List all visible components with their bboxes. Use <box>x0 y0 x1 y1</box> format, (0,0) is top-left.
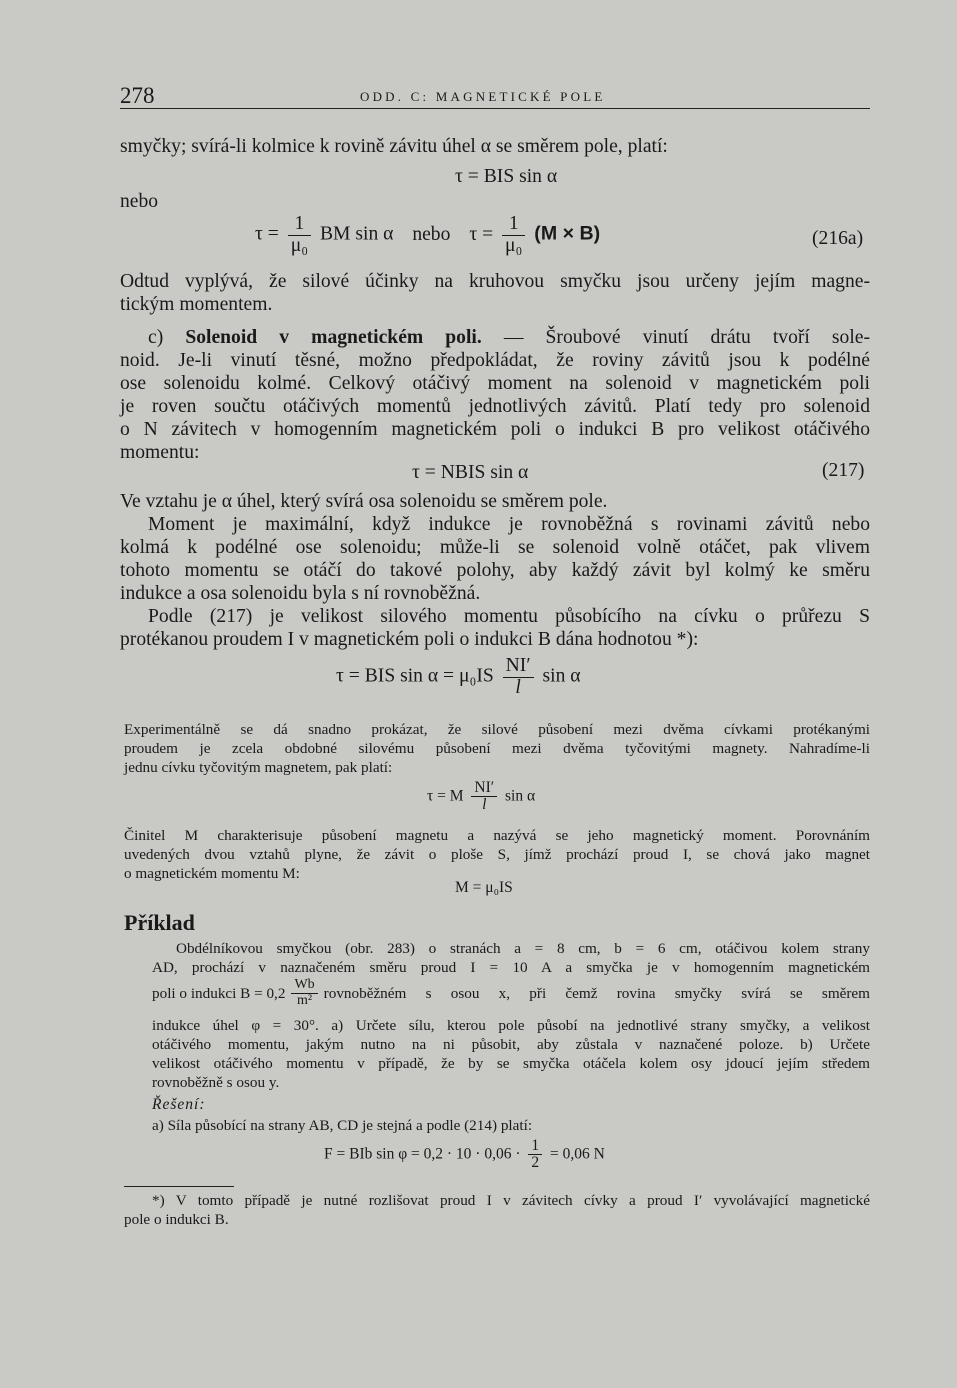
text-line <box>148 605 870 629</box>
text-line <box>120 536 870 560</box>
equation-label: (217) <box>822 460 865 481</box>
small-text-line <box>124 739 870 758</box>
eq-part: τ = M <box>427 787 464 805</box>
text-line <box>148 513 870 537</box>
small-text-line <box>152 978 870 1008</box>
text-line <box>120 559 870 583</box>
line-text: proudem je zcela obdobné silovému působení mezi dvěma tyčovitými magnety. Nahradíme-li <box>124 740 870 757</box>
fraction <box>288 214 311 256</box>
frac-den: l <box>515 676 521 698</box>
running-head: ODD. C: MAGNETICKÉ POLE <box>360 89 606 104</box>
eq-part: BM sin α <box>319 223 394 245</box>
line-text: Experimentálně se dá snadno prokázat, že silové působení mezi dvěma cívkami protékanými <box>124 721 870 738</box>
small-text-line <box>176 939 870 958</box>
line-text: tohoto momentu se otáčí do takové polohy, aby každý závit byl kolmý ke směru <box>120 560 870 581</box>
frac-den: μ₀ <box>290 234 309 256</box>
text-line: tickým momentem. <box>120 294 273 315</box>
small-text-line <box>124 826 870 845</box>
frac-num: NI′ <box>471 780 497 797</box>
line-text: otáčivého momentu, jakým nutno na ni působit, aby zůstala v naznačené poloze. b) Určete <box>152 1036 870 1053</box>
eq-part: τ = <box>469 223 494 245</box>
line-text: — Šroubové vinutí drátu tvoří sole- <box>503 327 870 348</box>
eq-part: F = BIb sin φ = 0,2 · 10 · 0,06 · <box>324 1145 521 1163</box>
text-line: indukce a osa solenoidu byla s ní rovnoběžná. <box>120 583 481 604</box>
text-line: momentu: <box>120 442 200 463</box>
text-line <box>120 418 870 442</box>
line-text: Obdélníkovou smyčkou (obr. 283) o stranách a = 8 cm, b = 6 cm, otáčivou kolem strany <box>176 940 870 957</box>
line-text: velikost otáčivého momentu v případě, že by se smyčka otáčela kolem osy jdoucí jejím středem <box>152 1055 870 1072</box>
small-text-line <box>152 1035 870 1054</box>
small-text-line <box>152 1016 870 1035</box>
text-line: nebo <box>120 191 159 212</box>
line-text: AD, prochází v naznačeném směru proud I = 10 A a smyčka je v homogenním magnetickém <box>152 959 870 976</box>
fraction <box>471 780 497 814</box>
line-text: Podle (217) je velikost silového momentu působícího na cívku o průřezu S <box>148 606 870 627</box>
line-text: Moment je maximální, když indukce je rovnoběžná s rovinami závitů nebo <box>148 514 870 535</box>
footnote-line: pole o indukci B. <box>124 1211 229 1228</box>
small-text-line <box>152 958 870 977</box>
solution-label: Řešení: <box>152 1096 206 1113</box>
text-line <box>120 395 870 419</box>
text-line: smyčky; svírá-li kolmice k rovině závitu úhel α se směrem pole, platí: <box>120 136 668 157</box>
small-text-line: a) Síla působící na strany AB, CD je stejná a podle (214) platí: <box>152 1117 533 1134</box>
frac-den: m² <box>297 992 313 1008</box>
eq-part: = 0,06 N <box>550 1145 605 1163</box>
frac-num: 1 <box>288 214 311 236</box>
example-heading: Příklad <box>124 910 195 935</box>
line-text: ose solenoidu kolmé. Celkový otáčivý moment na solenoid v magnetickém poli <box>120 373 870 394</box>
frac-den: μ₀ <box>505 234 523 256</box>
eq-part: τ = <box>255 223 279 245</box>
line-text: poli o indukci B = 0,2 <box>152 984 286 1002</box>
unit-fraction <box>291 978 317 1008</box>
line-text: Odtud vyplývá, že silové účinky na kruhovou smyčku jsou určeny jejím magne- <box>120 271 870 292</box>
line-text: kolmá k podélné ose solenoidu; může-li se solenoid volně otáčet, pak vlivem <box>120 537 870 558</box>
frac-den: 2 <box>531 1154 540 1172</box>
line-text: indukce úhel φ = 30°. a) Určete sílu, kterou pole působí na jednotlivé strany smyčky, a velikost <box>152 1017 870 1034</box>
equation-label: (216a) <box>812 228 864 249</box>
line-text: Činitel M charakterisuje působení magnetu a nazývá se jeho magnetický moment. Porovnáním <box>124 827 870 844</box>
text-line <box>120 270 870 294</box>
equation-torque-loop: τ = BIS sin α <box>455 166 558 187</box>
section-title: Solenoid v magnetickém poli. <box>185 327 482 348</box>
line-text: rovnoběžném s osou x, při čemž rovina smyčky svírá se směrem <box>323 984 870 1002</box>
frac-den: l <box>482 796 487 814</box>
text-line: protékanou proudem I v magnetickém poli o indukci B dána hodnotou *): <box>120 629 699 650</box>
line-text: *) V tomto případě je nutné rozlišovat proud I v závitech cívky a proud I′ vyvolávající magnetické <box>152 1192 870 1209</box>
equation-217: τ = NBIS sin α <box>412 462 529 483</box>
frac-num: Wb <box>291 978 317 994</box>
eq-part: (M × B) <box>534 222 601 245</box>
eq-part: sin α <box>542 665 581 687</box>
small-text-line <box>152 1054 870 1073</box>
small-text-line: jednu cívku tyčovitým magnetem, pak platí: <box>124 759 393 776</box>
fraction <box>503 656 534 698</box>
equation-torque-coil <box>336 656 581 698</box>
text-line: Ve vztahu je α úhel, který svírá osa solenoidu se směrem pole. <box>120 491 608 512</box>
footnote-line <box>152 1191 870 1210</box>
line-text: o N závitech v homogenním magnetickém poli o indukci B pro velikost otáčivého <box>120 419 870 440</box>
small-text-line: rovnoběžně s osou y. <box>152 1074 280 1091</box>
line-text: noid. Je-li vinutí těsné, možno předpokládat, že roviny závitů jsou k podélné <box>120 350 870 371</box>
frac-num: 1 <box>528 1138 542 1155</box>
section-heading-line <box>148 326 870 350</box>
equation-force <box>324 1138 605 1172</box>
fraction <box>528 1138 542 1172</box>
line-text: je roven součtu otáčivých momentů jednotlivých závitů. Platí tedy pro solenoid <box>120 396 870 417</box>
fraction <box>502 214 525 256</box>
text-line <box>120 372 870 396</box>
small-text-line: o magnetickém momentu M: <box>124 865 300 882</box>
eq-part: sin α <box>505 787 536 805</box>
section-lead: c) <box>148 327 164 348</box>
line-text: uvedených dvou vztahů plyne, že závit o ploše S, jímž prochází proud I, se chová jako magnet <box>124 846 870 863</box>
equation-magnetic-moment: M = μ₀IS <box>455 879 513 896</box>
header-rule <box>120 108 870 109</box>
page-number: 278 <box>120 83 155 108</box>
frac-num: 1 <box>502 214 525 236</box>
eq-part: τ = BIS sin α = μ₀IS <box>336 665 494 687</box>
eq-part: nebo <box>412 223 451 245</box>
equation-216a <box>255 214 600 256</box>
footnote-rule <box>124 1186 234 1187</box>
equation-magnet-torque <box>427 780 535 814</box>
frac-num: NI′ <box>503 656 534 678</box>
text-line <box>120 349 870 373</box>
small-text-line <box>124 845 870 864</box>
small-text-line <box>124 720 870 739</box>
